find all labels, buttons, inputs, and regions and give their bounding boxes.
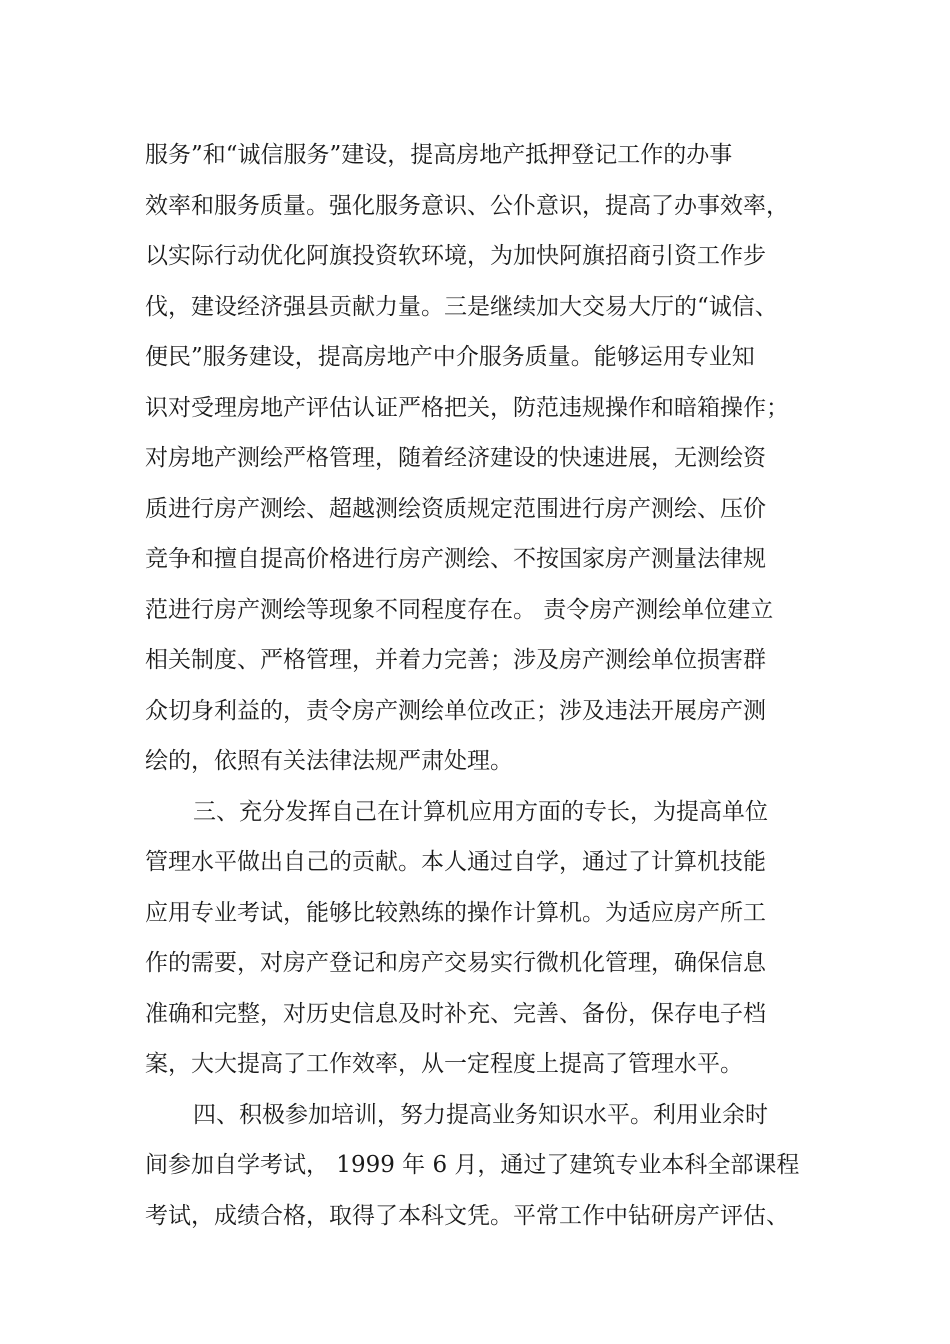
text-line: 质进行房产测绘、超越测绘资质规定范围进行房产测绘、压价 <box>145 495 766 522</box>
text-line: 便民”服务建设，提高房地产中介服务质量。能够运用专业知 <box>145 344 755 370</box>
text-line: 识对受理房地产评估认证严格把关，防范违规操作和暗箱操作； <box>145 394 789 421</box>
text-line: 以实际行动优化阿旗投资软环境，为加快阿旗招商引资工作步 <box>145 243 766 269</box>
text-line: 服务”和“诚信服务”建设，提高房地产抵押登记工作的办事 <box>145 142 733 168</box>
text-line: 众切身利益的，责令房产测绘单位改正；涉及违法开展房产测 <box>145 697 766 724</box>
text-line: 伐，建设经济强县贡献力量。三是继续加大交易大厅的“诚信、 <box>145 293 778 320</box>
paragraph-first-line: 三、充分发挥自己在计算机应用方面的专长，为提高单位 <box>193 798 768 825</box>
text-line: 作的需要，对房产登记和房产交易实行微机化管理，确保信息 <box>145 950 766 976</box>
text-line: 范进行房产测绘等现象不同程度存在。 责令房产测绘单位建立 <box>145 596 774 623</box>
text-line: 管理水平做出自己的贡献。本人通过自学，通过了计算机技能 <box>145 849 766 875</box>
text-line: 案，大大提高了工作效率，从一定程度上提高了管理水平。 <box>145 1051 743 1077</box>
text-line: 对房地产测绘严格管理，随着经济建设的快速进展，无测绘资 <box>145 445 766 471</box>
text-line: 相关制度、严格管理，并着力完善；涉及房产测绘单位损害群 <box>145 647 766 673</box>
text-line: 竞争和擅自提高价格进行房产测绘、不按国家房产测量法律规 <box>145 546 766 572</box>
paragraph-first-line: 四、积极参加培训，努力提高业务知识水平。利用业余时 <box>193 1101 768 1128</box>
text-line: 应用专业考试，能够比较熟练的操作计算机。为适应房产所工 <box>145 899 766 926</box>
text-line: 间参加自学考试， 1999 年 6 月，通过了建筑专业本科全部课程 <box>145 1152 800 1178</box>
text-line: 考试，成绩合格，取得了本科文凭。平常工作中钻研房产评估、 <box>145 1202 789 1229</box>
text-line: 绘的，依照有关法律法规严肃处理。 <box>145 748 513 774</box>
text-line: 准确和完整，对历史信息及时补充、完善、备份，保存电子档 <box>145 1000 766 1027</box>
body-text <box>145 130 810 1241</box>
text-line: 效率和服务质量。强化服务意识、公仆意识，提高了办事效率， <box>145 192 789 219</box>
